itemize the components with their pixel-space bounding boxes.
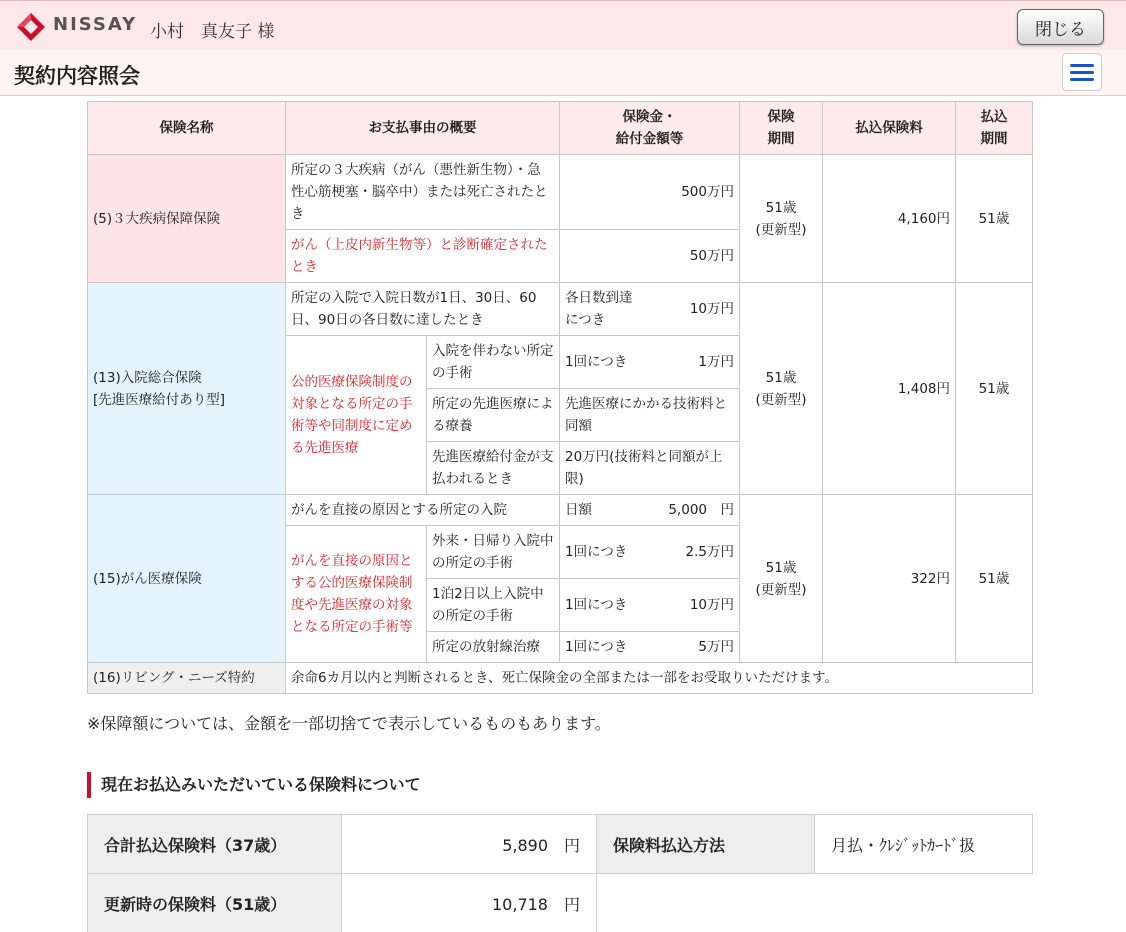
- premium-cell: 4,160円: [823, 155, 956, 283]
- reason-cell: 所定の放射線治療: [427, 632, 560, 663]
- amount-cell: 1回につき 1万円: [560, 336, 740, 389]
- amount-cell: 1回につき 10万円: [560, 579, 740, 632]
- header-reason: お支払事由の概要: [286, 102, 560, 155]
- top-bar: [0, 0, 1126, 50]
- renewal-premium-value: 10,718 円: [342, 874, 597, 932]
- header-amount: 保険金・ 給付金額等: [560, 102, 740, 155]
- coverage-table: [87, 101, 1033, 694]
- brand-name: NISSAY: [53, 14, 138, 35]
- reason-cell: 所定の先進医療による療養: [427, 389, 560, 442]
- amount-cell: 1回につき 2.5万円: [560, 526, 740, 579]
- amount-cell: 500万円: [560, 155, 740, 230]
- amount-cell: 50万円: [560, 230, 740, 283]
- section-title: 現在お払込みいただいている保険料について: [87, 772, 421, 798]
- empty-cell: [597, 874, 1033, 932]
- reason-cell: 所定の３大疾病（がん（悪性新生物）・急性心筋梗塞・脳卒中）または死亡されたとき: [286, 155, 560, 230]
- plan-name: (5)３大疾病保障保険: [88, 155, 286, 283]
- reason-cell: がん（上皮内新生物等）と診断確定されたとき: [286, 230, 560, 283]
- term-cell: 51歳 (更新型): [740, 283, 823, 495]
- payment-method-value: 月払・ｸﾚｼﾞｯﾄｶｰﾄﾞ扱: [815, 815, 1033, 874]
- hamburger-menu-icon[interactable]: [1062, 53, 1102, 91]
- premium-cell: 1,408円: [823, 283, 956, 495]
- amount-cell: 1回につき 5万円: [560, 632, 740, 663]
- pay-period-cell: 51歳: [956, 155, 1033, 283]
- nissay-logo-icon: [16, 12, 46, 42]
- user-name: 小村 真友子 様: [150, 22, 275, 42]
- page-title: 契約内容照会: [14, 64, 140, 88]
- reason-cell: 入院を伴わない所定の手術: [427, 336, 560, 389]
- reason-cell: 1泊2日以上入院中の所定の手術: [427, 579, 560, 632]
- title-bar: [0, 50, 1126, 96]
- table-row: [88, 495, 1033, 526]
- premium-table: [87, 814, 1033, 932]
- header-premium: 払込保険料: [823, 102, 956, 155]
- header-pay-period: 払込 期間: [956, 102, 1033, 155]
- table-row: [88, 155, 1033, 230]
- reason-cell: がんを直接の原因とする所定の入院: [286, 495, 560, 526]
- table-row: [88, 663, 1033, 694]
- plan-name: (13)入院総合保険 [先進医療給付あり型]: [88, 283, 286, 495]
- renewal-premium-label: 更新時の保険料（51歳）: [88, 874, 342, 932]
- table-header-row: [88, 102, 1033, 155]
- reason-cell: 所定の入院で入院日数が1日、30日、60日、90日の各日数に達したとき: [286, 283, 560, 336]
- header-term: 保険 期間: [740, 102, 823, 155]
- rider-text-cell: 余命6カ月以内と判断されるとき、死亡保険金の全部または一部をお受取りいただけます。: [286, 663, 1033, 694]
- amount-cell: 日額 5,000 円: [560, 495, 740, 526]
- reason-cell: 外来・日帰り入院中の所定の手術: [427, 526, 560, 579]
- reason-cell: 先進医療給付金が支払われるとき: [427, 442, 560, 495]
- plan-name: (15)がん医療保険: [88, 495, 286, 663]
- amount-note: ※保障額については、金額を一部切捨てで表示しているものもあります。: [87, 714, 611, 733]
- close-button[interactable]: 閉じる: [1017, 9, 1104, 45]
- table-row: [88, 815, 1033, 874]
- group-label-cell: 公的医療保険制度の対象となる所定の手術等や同制度に定める先進医療: [286, 336, 427, 495]
- pay-period-cell: 51歳: [956, 495, 1033, 663]
- amount-cell: 20万円(技術料と同額が上限): [560, 442, 740, 495]
- header-plan-name: 保険名称: [88, 102, 286, 155]
- total-premium-value: 5,890 円: [342, 815, 597, 874]
- amount-cell: 各日数到達につき 10万円: [560, 283, 740, 336]
- group-label-cell: がんを直接の原因とする公的医療保険制度や先進医療の対象となる所定の手術等: [286, 526, 427, 663]
- total-premium-label: 合計払込保険料（37歳）: [88, 815, 342, 874]
- premium-cell: 322円: [823, 495, 956, 663]
- term-cell: 51歳 (更新型): [740, 155, 823, 283]
- pay-period-cell: 51歳: [956, 283, 1033, 495]
- table-row: [88, 283, 1033, 336]
- payment-method-label: 保険料払込方法: [597, 815, 815, 874]
- table-row: [88, 874, 1033, 932]
- term-cell: 51歳 (更新型): [740, 495, 823, 663]
- amount-cell: 先進医療にかかる技術料と同額: [560, 389, 740, 442]
- plan-name: (16)リビング・ニーズ特約: [88, 663, 286, 694]
